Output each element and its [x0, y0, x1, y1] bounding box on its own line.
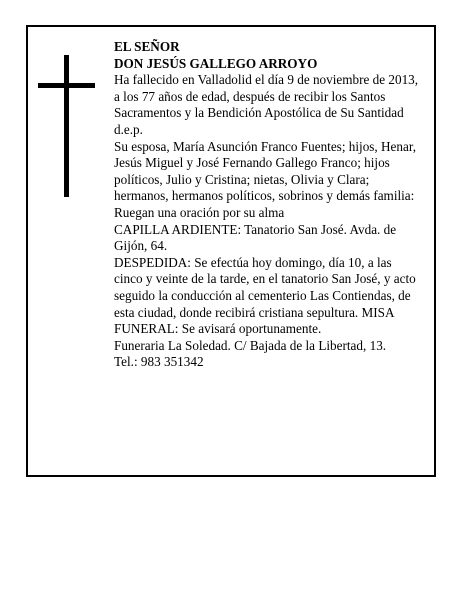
- deceased-name: DON JESÚS GALLEGO ARROYO: [114, 55, 318, 71]
- family-list: Su esposa, María Asunción Franco Fuentes; hijos, Henar, Jesús Miguel y José Fernando Gallego Franco; hijos políticos, Julio y Cristina; nietas, Olivia y Clara; hermanos, hermanos políticos, sobrinos y demás familia:: [114, 138, 417, 204]
- death-announcement: Ha fallecido en Valladolid el día 9 de noviembre de 2013, a los 77 años de edad, después de recibir los Santos Sacramentos y la Bendición Apostólica de Su Santidad: [114, 72, 419, 121]
- cross-horizontal-bar: [38, 83, 95, 88]
- rip-line: d.e.p.: [114, 121, 143, 137]
- phone-number: Tel.: 983 351342: [114, 354, 204, 370]
- cross-vertical-bar: [64, 55, 69, 197]
- chapel-info: CAPILLA ARDIENTE: Tanatorio San José. Avda. de Gijón, 64.: [114, 221, 397, 254]
- funeral-home: Funeraria La Soledad. C/ Bajada de la Libertad, 13.: [114, 337, 387, 353]
- prayer-request: Ruegan una oración por su alma: [114, 204, 285, 220]
- obituary-text: [114, 39, 420, 371]
- notice-title: EL SEÑOR: [114, 39, 180, 54]
- farewell-info: DESPEDIDA: Se efectúa hoy domingo, día 10, a las cinco y veinte de la tarde, en el tanatorio San José, y acto seguido la conducción al cementerio Las Contiendas, de esta ciudad, donde recibirá cristiana sepultura. MISA FUNERAL: Se avisará oportunamente.: [114, 254, 416, 337]
